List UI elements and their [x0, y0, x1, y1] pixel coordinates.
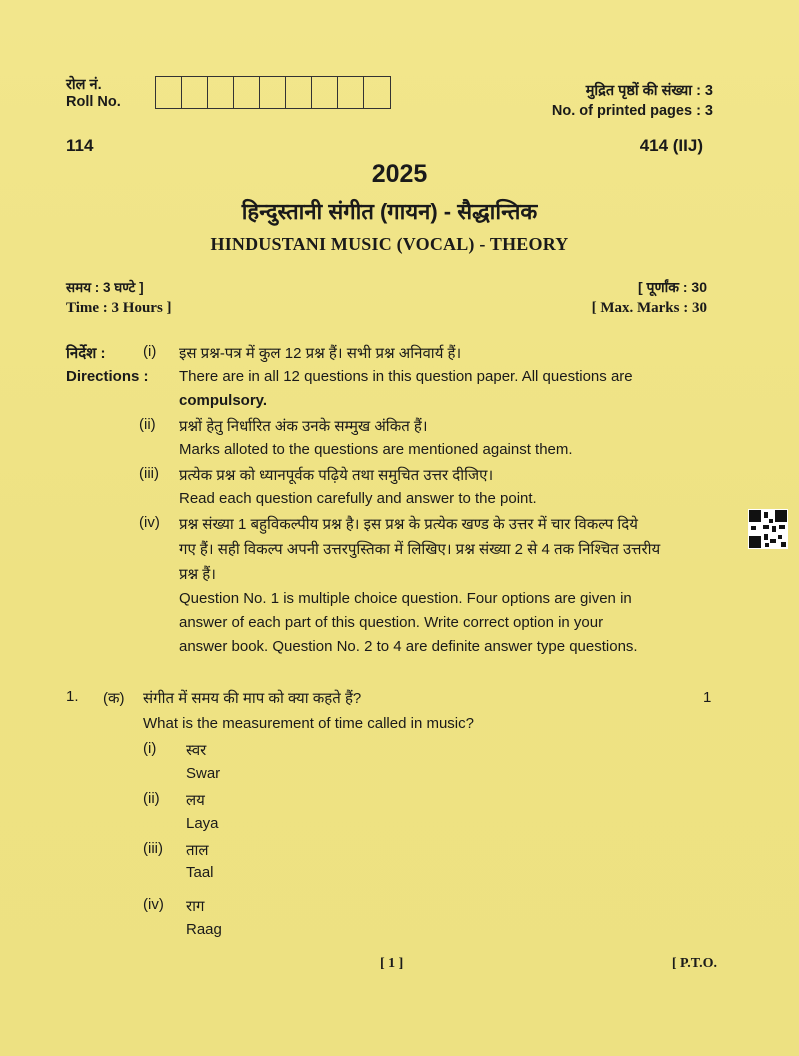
roll-box: [234, 77, 260, 108]
option-2-english: Laya: [186, 815, 219, 832]
question-1-english: What is the measurement of time called in music?: [143, 715, 474, 732]
option-3-hindi: ताल: [186, 842, 209, 859]
roll-box: [338, 77, 364, 108]
roll-label-hindi: रोल नं.: [66, 77, 102, 93]
subject-title-english: HINDUSTANI MUSIC (VOCAL) - THEORY: [210, 234, 569, 254]
option-1-hindi: स्वर: [186, 742, 207, 759]
time-english: Time : 3 Hours ]: [66, 300, 172, 316]
question-number: 1.: [66, 688, 79, 705]
direction-2-hindi: प्रश्नों हेतु निर्धारित अंक उनके सम्मुख अंकित हैं।: [179, 418, 428, 435]
max-marks-hindi: [ पूर्णांक : 30: [637, 279, 707, 295]
question-1-marks: 1: [703, 689, 712, 706]
option-number: (i): [143, 740, 157, 757]
directions-label-hindi: निर्देश :: [66, 345, 106, 362]
time-hindi: समय : 3 घण्टे ]: [66, 280, 144, 295]
option-3-english: Taal: [186, 864, 214, 881]
please-turn-over: [ P.T.O.: [671, 956, 717, 971]
option-1-english: Swar: [186, 765, 221, 782]
roll-box: [286, 77, 312, 108]
option-number: (iii): [143, 840, 163, 857]
option-4-english: Raag: [186, 921, 222, 938]
direction-4-english-line1: Question No. 1 is multiple choice question. Four options are given in: [179, 590, 632, 607]
printed-pages-english: No. of printed pages : 3: [551, 103, 713, 119]
roll-box: [364, 77, 390, 108]
direction-number: (iv): [139, 514, 160, 531]
paper-code-right: 414 (IIJ): [639, 136, 703, 155]
roll-box: [208, 77, 234, 108]
roll-box: [312, 77, 338, 108]
printed-pages-hindi: मुद्रित पृष्ठों की संख्या : 3: [585, 83, 713, 99]
question-part-label: (क): [103, 690, 125, 707]
question-1-hindi: संगीत में समय की माप को क्या कहते हैं?: [143, 690, 362, 707]
direction-2-english: Marks alloted to the questions are mentioned against them.: [179, 441, 573, 458]
direction-1-english-line2: compulsory.: [179, 392, 268, 409]
direction-number: (i): [143, 343, 157, 360]
direction-4-english-line2: answer of each part of this question. Write correct option in your: [179, 614, 604, 631]
direction-4-hindi-line3: प्रश्न हैं।: [179, 566, 216, 583]
roll-box: [260, 77, 286, 108]
direction-number: (iii): [139, 465, 159, 482]
paper-code-left: 114: [66, 136, 94, 155]
direction-4-english-line3: answer book. Question No. 2 to 4 are definite answer type questions.: [179, 638, 638, 655]
direction-3-hindi: प्रत्येक प्रश्न को ध्यानपूर्वक पढ़िये तथा समुचित उत्तर दीजिए।: [179, 467, 494, 484]
option-2-hindi: लय: [186, 792, 205, 809]
qr-code: [748, 509, 788, 549]
roll-box: [156, 77, 182, 108]
option-number: (ii): [143, 790, 160, 807]
roll-box: [182, 77, 208, 108]
direction-1-english-line1: There are in all 12 questions in this question paper. All questions are: [179, 368, 633, 385]
roll-number-boxes: [155, 76, 391, 109]
direction-4-hindi-line1: प्रश्न संख्या 1 बहुविकल्पीय प्रश्न है। इस प्रश्न के प्रत्येक खण्ड के उत्तर में चार विकल्प दिये: [179, 516, 638, 533]
roll-label-english: Roll No.: [66, 94, 121, 110]
direction-3-english: Read each question carefully and answer to the point.: [179, 490, 537, 507]
directions-label-english: Directions :: [66, 368, 149, 385]
option-number: (iv): [143, 896, 164, 913]
page-number: [ 1 ]: [380, 956, 404, 971]
direction-4-hindi-line2: गए हैं। सही विकल्प अपनी उत्तरपुस्तिका में लिखिए। प्रश्न संख्या 2 से 4 तक निश्चित उत्तरीय: [179, 541, 661, 558]
option-4-hindi: राग: [186, 898, 205, 915]
exam-year: 2025: [371, 160, 428, 188]
max-marks-english: [ Max. Marks : 30: [591, 300, 707, 316]
direction-number: (ii): [139, 416, 156, 433]
direction-1-hindi: इस प्रश्न-पत्र में कुल 12 प्रश्न हैं। सभी प्रश्न अनिवार्य हैं।: [179, 345, 462, 362]
subject-title-hindi: हिन्दुस्तानी संगीत (गायन) - सैद्धान्तिक: [241, 199, 538, 224]
